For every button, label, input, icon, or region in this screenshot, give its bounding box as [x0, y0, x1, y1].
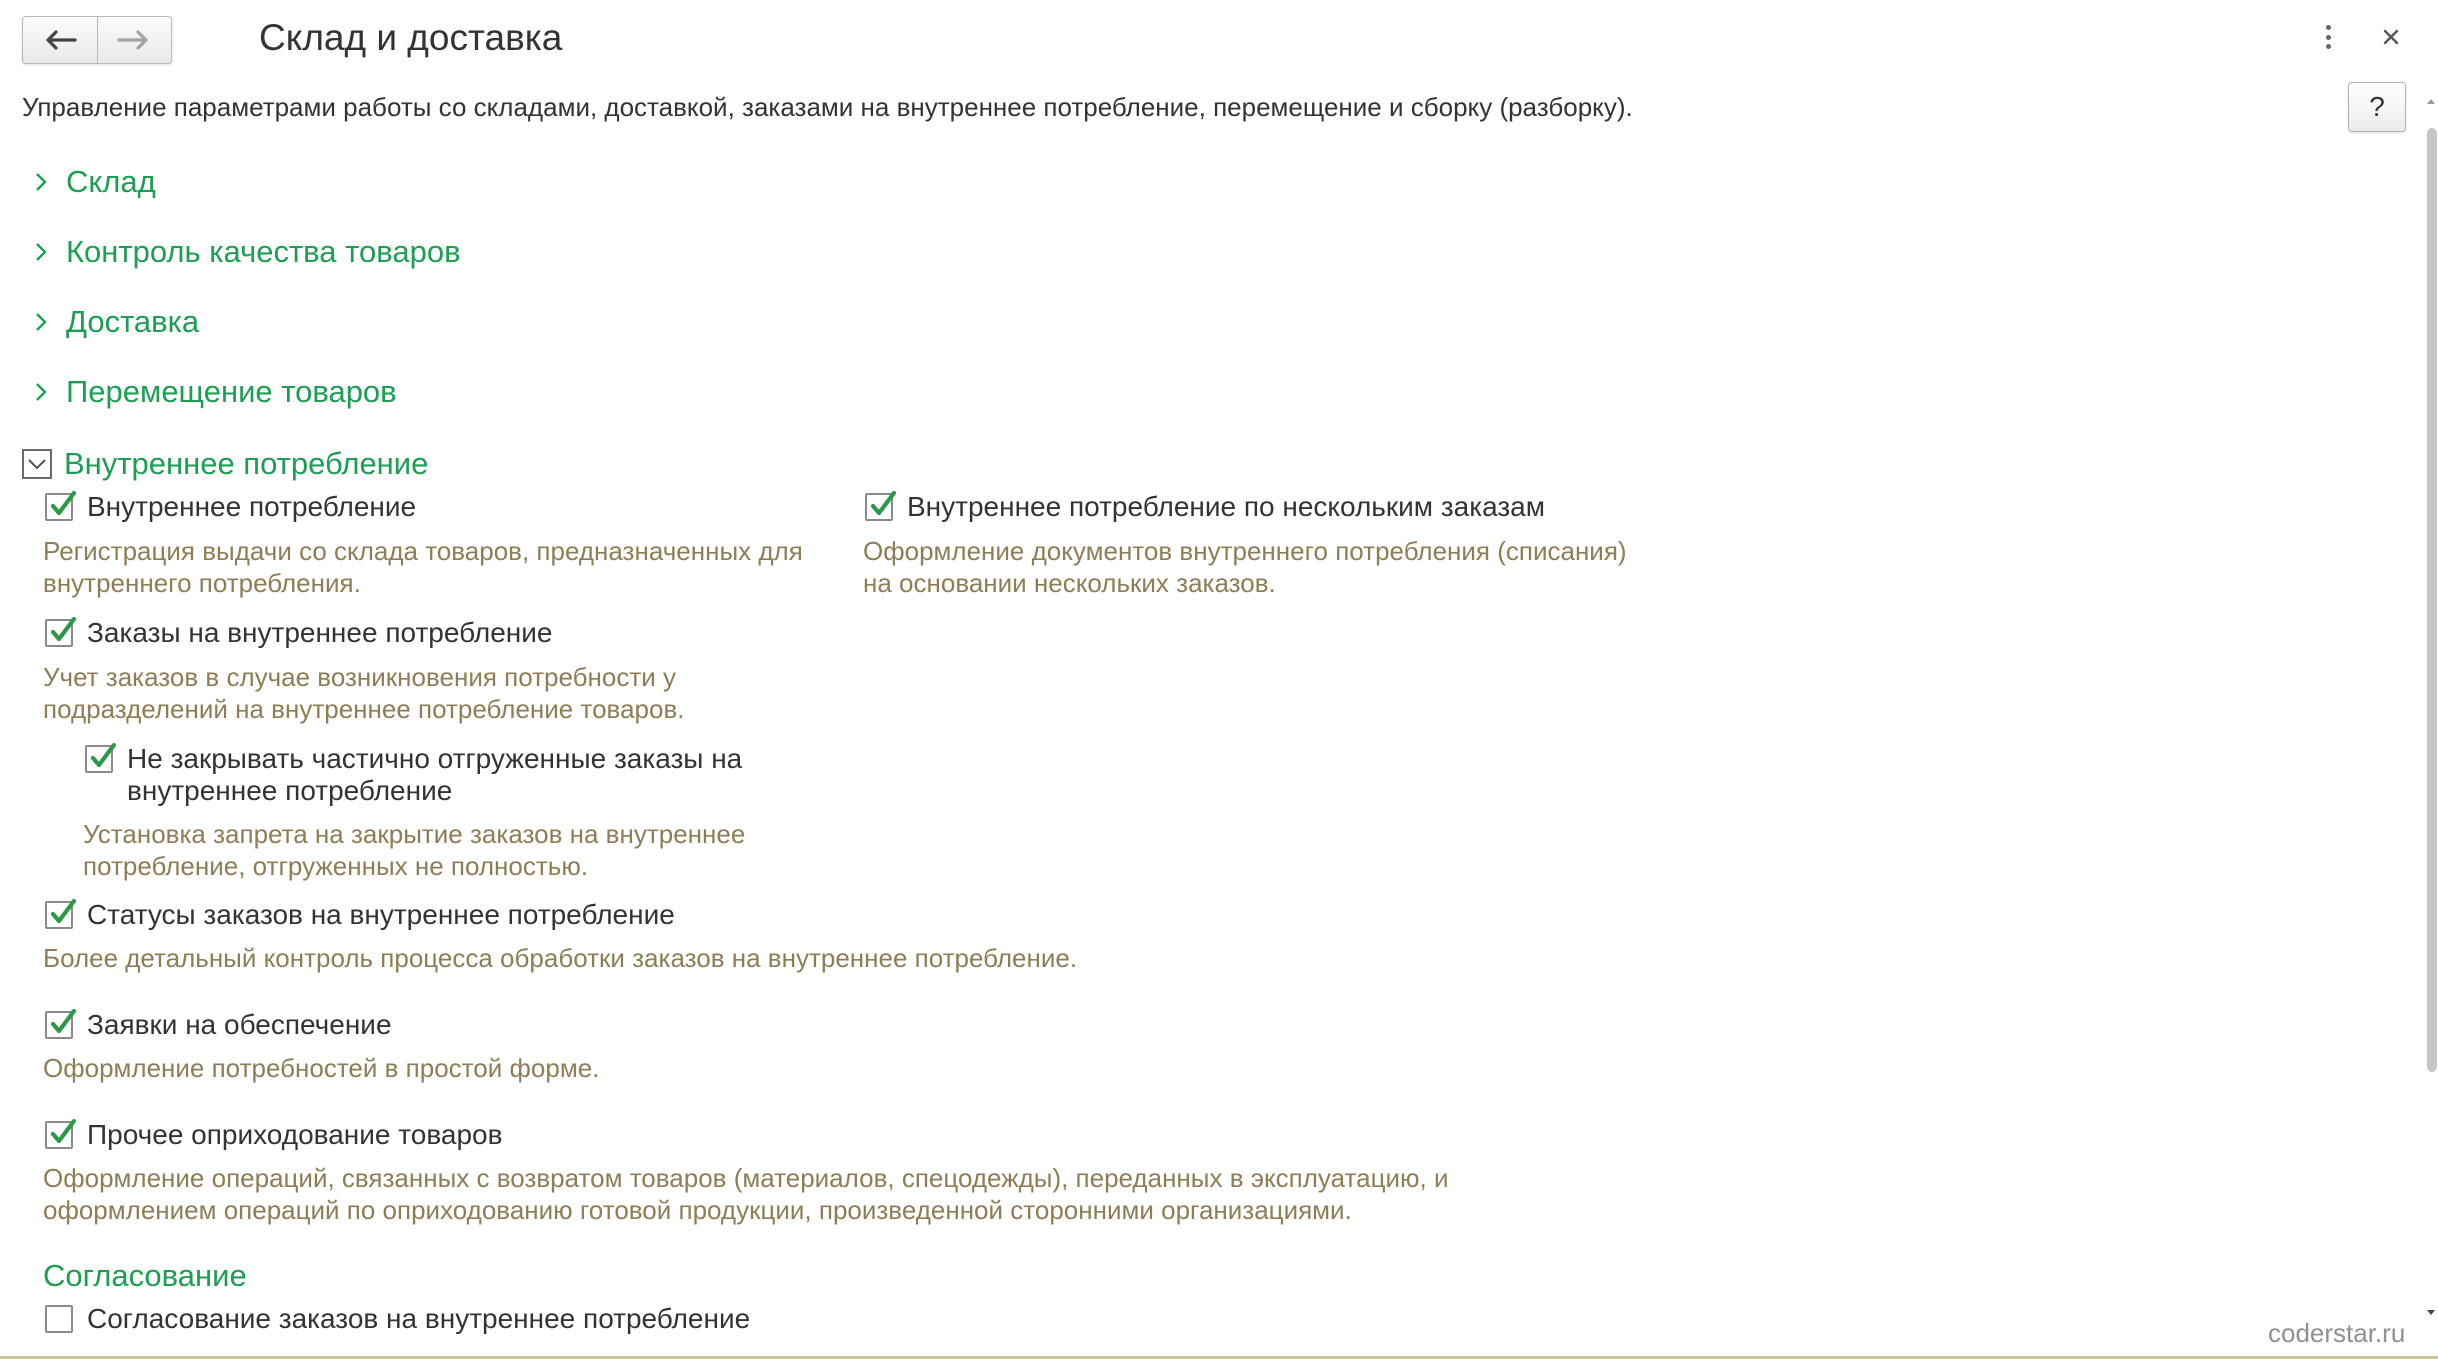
option-other-receipts[interactable]	[45, 1119, 503, 1151]
checkbox-label: Внутреннее потребление	[87, 491, 417, 522]
group-internal-consumption[interactable]	[30, 446, 428, 482]
option-hint: Учет заказов в случае возникновения потребности у подразделений на внутреннее потребление товаров.	[43, 662, 685, 724]
chevron-down-icon	[26, 453, 48, 475]
checkbox[interactable]	[85, 745, 113, 773]
group-quality-control[interactable]	[30, 234, 461, 270]
option-multi-orders[interactable]	[865, 491, 1545, 523]
checkmark-icon	[48, 1115, 78, 1149]
option-internal-consumption[interactable]	[45, 491, 416, 523]
checkbox-label: Прочее оприходование товаров	[87, 1119, 503, 1150]
group-warehouse[interactable]	[30, 164, 156, 200]
checkbox[interactable]	[45, 619, 73, 647]
option-supply-requests[interactable]	[45, 1009, 392, 1041]
checkmark-icon	[868, 487, 898, 521]
option-hint: Регистрация выдачи со склада товаров, предназначенных для внутреннего потребления.	[43, 536, 803, 598]
expanded-toggle[interactable]	[22, 449, 52, 479]
group-title: Внутреннее потребление	[64, 446, 429, 481]
checkmark-icon	[48, 895, 78, 929]
checkbox[interactable]	[45, 493, 73, 521]
checkbox-label: Статусы заказов на внутреннее потребление	[87, 899, 675, 930]
checkmark-icon	[88, 739, 118, 773]
checkbox[interactable]	[45, 1121, 73, 1149]
option-consumption-orders[interactable]	[45, 617, 552, 649]
option-hint: Установка запрета на закрытие заказов на внутреннее потребление, отгруженных не полностью.	[83, 819, 746, 881]
back-button[interactable]	[23, 17, 97, 63]
watermark: coderstar.ru	[2268, 1318, 2406, 1348]
checkmark-icon	[48, 1005, 78, 1039]
checkbox-label: Не закрывать частично отгруженные заказы на внутреннее потребление	[127, 743, 743, 806]
navigation-buttons	[22, 16, 172, 64]
chevron-right-icon	[30, 311, 52, 333]
scroll-up-arrow-icon[interactable]	[2424, 94, 2438, 108]
close-icon[interactable]	[2376, 22, 2406, 52]
group-title: Доставка	[66, 304, 200, 339]
checkbox-label: Внутреннее потребление по нескольким заказам	[907, 491, 1545, 522]
checkbox-label: Заказы на внутреннее потребление	[87, 617, 553, 648]
option-no-close-partial-orders[interactable]	[85, 743, 742, 807]
group-goods-transfer[interactable]	[30, 374, 397, 410]
arrow-left-icon	[43, 29, 77, 51]
group-title: Перемещение товаров	[66, 374, 397, 409]
forward-button[interactable]	[97, 17, 172, 63]
checkbox[interactable]	[865, 493, 893, 521]
arrow-right-icon	[117, 29, 151, 51]
option-hint: Более детальный контроль процесса обработки заказов на внутреннее потребление.	[43, 943, 1078, 973]
group-title: Контроль качества товаров	[66, 234, 461, 269]
approval-heading: Согласование	[43, 1258, 247, 1293]
checkmark-icon	[48, 613, 78, 647]
group-delivery[interactable]	[30, 304, 199, 340]
checkbox-label: Согласование заказов на внутреннее потребление	[87, 1303, 751, 1334]
form-description: Управление параметрами работы со складами, доставкой, заказами на внутреннее потребление, перемещение и сборку (разборку).	[22, 92, 1633, 122]
checkbox[interactable]	[45, 1305, 73, 1333]
group-title: Склад	[66, 164, 156, 199]
vertical-ellipsis-icon[interactable]	[2316, 22, 2340, 52]
chevron-right-icon	[30, 381, 52, 403]
checkbox-label: Заявки на обеспечение	[87, 1009, 392, 1040]
help-button[interactable]: ?	[2348, 82, 2406, 132]
option-order-statuses[interactable]	[45, 899, 675, 931]
option-hint: Оформление документов внутреннего потребления (списания) на основании нескольких заказов.	[863, 536, 1627, 598]
checkmark-icon	[48, 487, 78, 521]
scrollbar-thumb[interactable]	[2427, 128, 2437, 1072]
checkbox[interactable]	[45, 1011, 73, 1039]
option-hint: Оформление операций, связанных с возвратом товаров (материалов, спецодежды), переданных в эксплуатацию, и оформлением операций по оприходованию готовой продукции, произведенной сторонними организациями.	[43, 1163, 1449, 1225]
option-hint: Оформление потребностей в простой форме.	[43, 1053, 600, 1083]
option-approval-orders[interactable]	[45, 1303, 750, 1335]
checkbox[interactable]	[45, 901, 73, 929]
chevron-right-icon	[30, 241, 52, 263]
page-title: Склад и доставка	[259, 17, 563, 58]
chevron-right-icon	[30, 171, 52, 193]
scroll-down-arrow-icon[interactable]	[2424, 1306, 2438, 1320]
